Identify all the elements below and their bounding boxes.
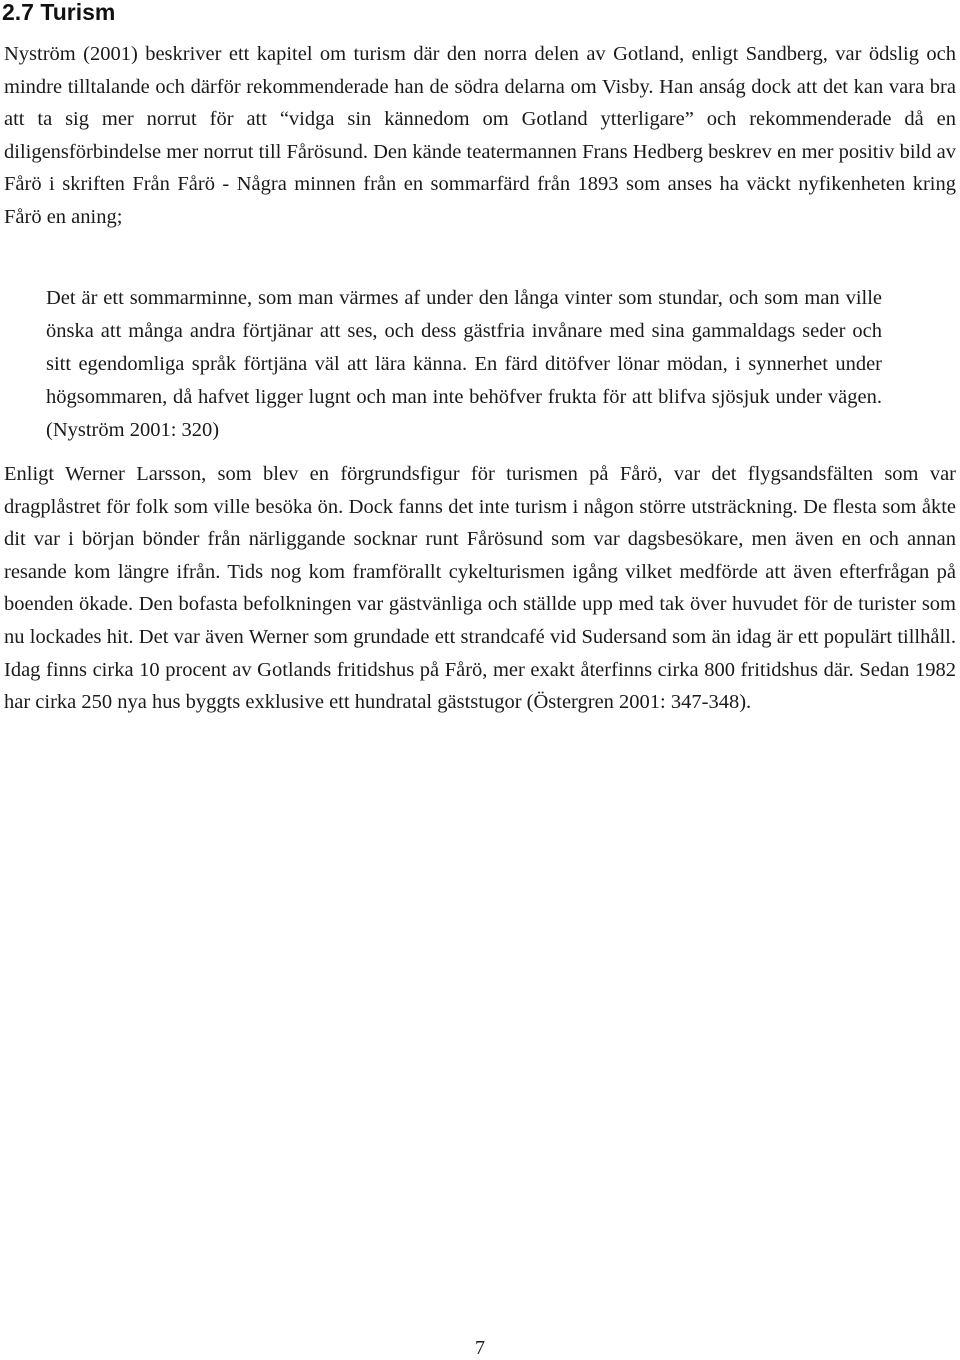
- section-heading: 2.7 Turism: [2, 0, 116, 25]
- paragraph-larsson: Enligt Werner Larsson, som blev en förgrundsfigur för turismen på Fårö, var det flygsandsfälten som var dragplåstret för folk som ville besöka ön. Dock fanns det inte turism i någon större utsträckning. De flesta som åkte dit var i början bönder från närliggande socknar runt Fårösund som var dagsbesökare, men även en och annan resande kom längre ifrån. Tids nog kom framförallt cykelturismen igång vilket medförde att även efterfrågan på boenden ökade. Den bofasta befolkningen var gästvänliga och ställde upp med tak över huvudet för de turister som nu lockades hit. Det var även Werner som grundade ett strandcafé vid Sudersand som än idag är ett populärt tillhåll. Idag finns cirka 10 procent av Gotlands fritidshus på Fårö, mer exakt återfinns cirka 800 fritidshus där. Sedan 1982 har cirka 250 nya hus byggts exklusive ett hundratal gäststugor (Östergren 2001: 347-348).: [4, 463, 956, 714]
- block-quote: Det är ett sommarminne, som man värmes af under den långa vinter som stundar, och som man ville önska att många andra förtjänar att ses, och dess gästfria invånare med sina gammaldags seder och sitt egendomliga språk förtjäna väl att lära känna. En färd ditöfver lönar mödan, i synnerhet under högsommaren, då hafvet ligger lugnt och man inte behöfver frukta för att blifva sjösjuk under vägen. (Nyström 2001: 320): [46, 287, 882, 441]
- paragraph-intro: Nyström (2001) beskriver ett kapitel om turism där den norra delen av Gotland, enligt Sandberg, var ödslig och mindre tilltalande och därför rekommenderade han de södra delarna om Visby. Han anság dock att det kan vara bra att ta sig mer norrut för att “vidga sin kännedom om Gotland ytterligare” och rekommenderade då en diligensförbindelse mer norrut till Fårösund. Den kände teatermannen Frans Hedberg beskrev en mer positiv bild av Fårö i skriften Från Fårö - Några minnen från en sommarfärd från 1893 som anses ha väckt nyfikenheten kring Fårö en aning;: [4, 43, 956, 228]
- page-number: 7: [475, 1337, 485, 1359]
